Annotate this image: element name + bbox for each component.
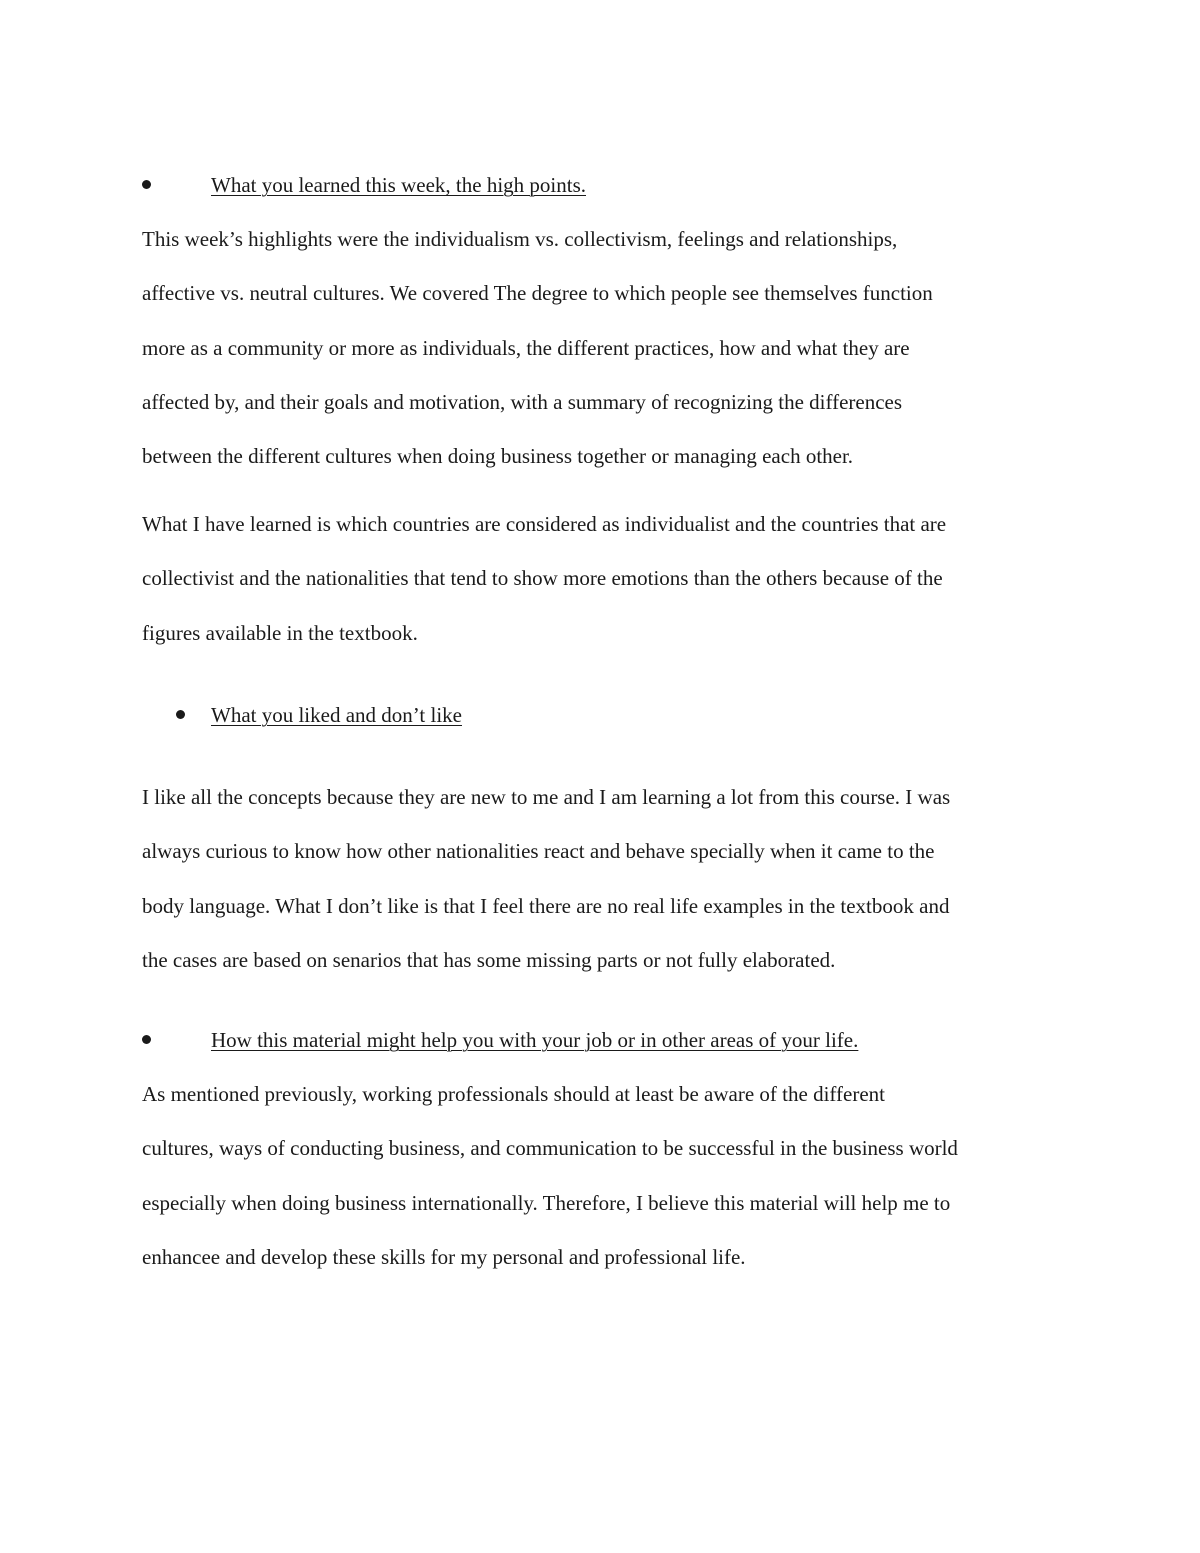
text-line: between the different cultures when doing business together or managing each other. bbox=[142, 444, 854, 469]
text-line: collectivist and the nationalities that tend to show more emotions than the others because of the bbox=[142, 566, 943, 591]
bullet-icon bbox=[176, 710, 185, 719]
text-line: more as a community or more as individuals, the different practices, how and what they are bbox=[142, 335, 910, 360]
text-line: This week’s highlights were the individualism vs. collectivism, feelings and relationships, bbox=[142, 227, 898, 251]
text-line: affective vs. neutral cultures. We covered The degree to which people see themselves function bbox=[142, 281, 933, 306]
bullet-icon bbox=[142, 1035, 151, 1044]
bullet-icon bbox=[142, 180, 151, 189]
text-line: What I have learned is which countries are considered as individualist and the countries that are bbox=[142, 512, 947, 536]
text-line: figures available in the textbook. bbox=[142, 620, 418, 645]
heading-text: How this material might help you with your job or in other areas of your life. bbox=[211, 1028, 859, 1052]
heading-text: What you learned this week, the high points. bbox=[211, 173, 586, 197]
paragraph-highlights bbox=[142, 224, 1082, 495]
text-line: especially when doing business internationally. Therefore, I believe this material will help me to bbox=[142, 1190, 951, 1215]
paragraph-learned bbox=[142, 509, 1082, 672]
text-line: I like all the concepts because they are new to me and I am learning a lot from this course. I was bbox=[142, 785, 951, 809]
paragraph-likes bbox=[142, 782, 1082, 999]
text-line: the cases are based on senarios that has some missing parts or not fully elaborated. bbox=[142, 947, 836, 972]
text-line: As mentioned previously, working professionals should at least be aware of the different bbox=[142, 1082, 885, 1106]
text-line: body language. What I don’t like is that I feel there are no real life examples in the textbook and bbox=[142, 893, 950, 918]
text-line: cultures, ways of conducting business, and communication to be successful in the business world bbox=[142, 1136, 958, 1161]
text-line: affected by, and their goals and motivation, with a summary of recognizing the differences bbox=[142, 389, 903, 414]
text-line: enhancee and develop these skills for my personal and professional life. bbox=[142, 1244, 746, 1269]
text-line: always curious to know how other nationalities react and behave specially when it came to the bbox=[142, 839, 935, 864]
heading-text: What you liked and don’t like bbox=[211, 703, 462, 727]
paragraph-help bbox=[142, 1079, 1082, 1296]
